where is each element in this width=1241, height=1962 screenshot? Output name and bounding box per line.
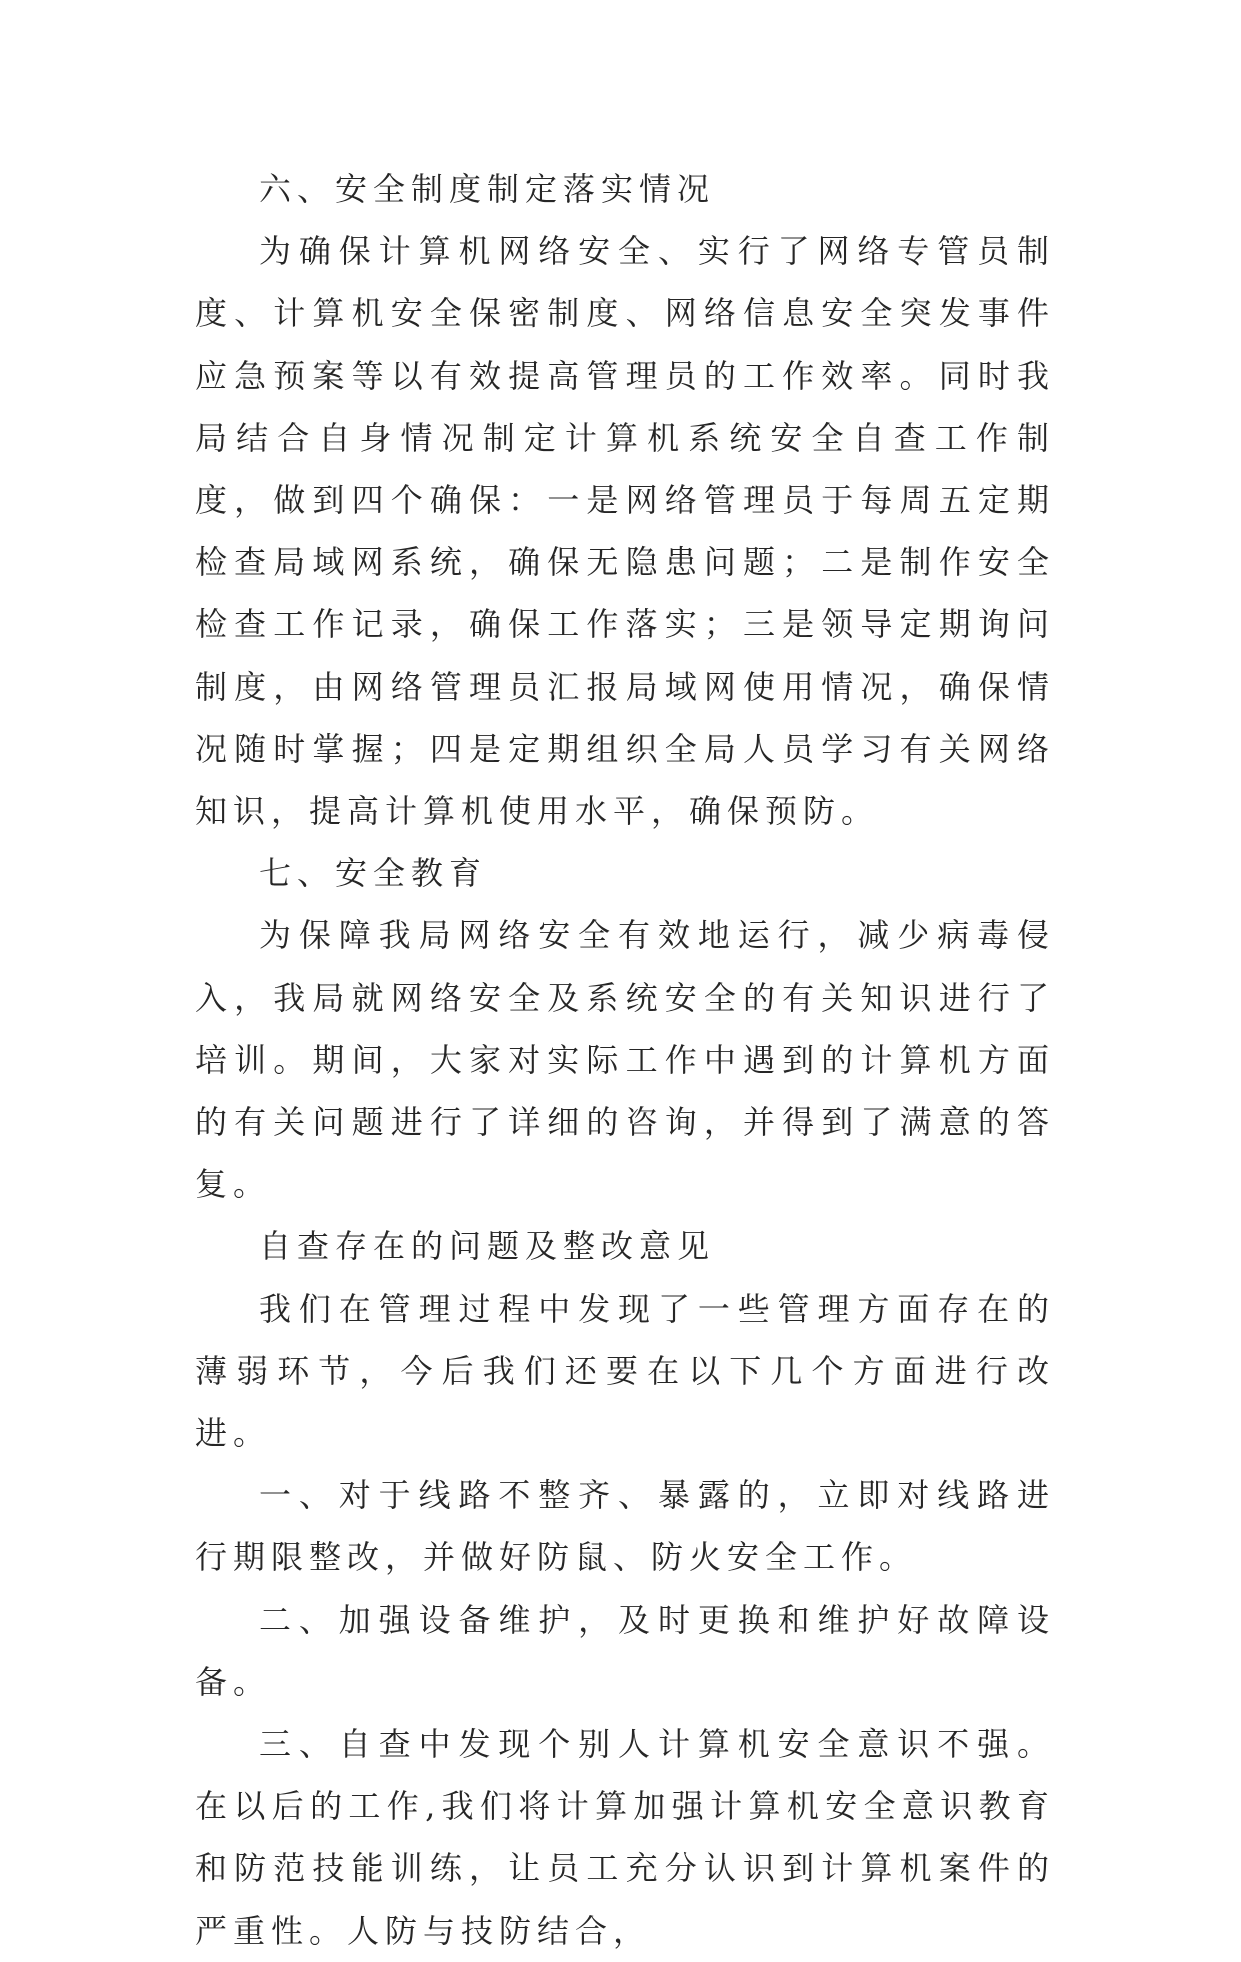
document-body [195,158,1055,1962]
paragraph-item-one: 一、对于线路不整齐、暴露的，立即对线路进行期限整改，并做好防鼠、防火安全工作。 [195,1476,1055,1577]
paragraph-item-three: 三、自查中发现个别人计算机安全意识不强。在以后的工作,我们将计算加强计算机安全意识教育和防范技能训练，让员工充分认识到计算机案件的严重性。人防与技防结合， [195,1725,1055,1950]
section-heading-safety-education: 七、安全教育 [259,854,488,893]
paragraph-problems-intro: 我们在管理过程中发现了一些管理方面存在的薄弱环节，今后我们还要在以下几个方面进行改进。 [195,1289,1055,1453]
section-heading-problems: 自查存在的问题及整改意见 [259,1227,716,1266]
paragraph-safety-system: 为确保计算机网络安全、实行了网络专管员制度、计算机安全保密制度、网络信息安全突发事件应急预案等以有效提高管理员的工作效率。同时我局结合自身情况制定计算机系统安全自查工作制度，做到四个确保：一是网络管理员于每周五定期检查局域网系统，确保无隐患问题；二是制作安全检查工作记录，确保工作落实；三是领导定期询问制度，由网络管理员汇报局域网使用情况，确保情况随时掌握；四是定期组织全局人员学习有关网络知识，提高计算机使用水平，确保预防。 [195,232,1055,831]
section-heading-safety-system: 六、安全制度制定落实情况 [259,170,716,208]
paragraph-safety-education: 为保障我局网络安全有效地运行，减少病毒侵入，我局就网络安全及系统安全的有关知识进行了培训。期间，大家对实际工作中遇到的计算机方面的有关问题进行了详细的咨询，并得到了满意的答复。 [195,916,1055,1204]
paragraph-item-two: 二、加强设备维护，及时更换和维护好故障设备。 [195,1600,1055,1701]
